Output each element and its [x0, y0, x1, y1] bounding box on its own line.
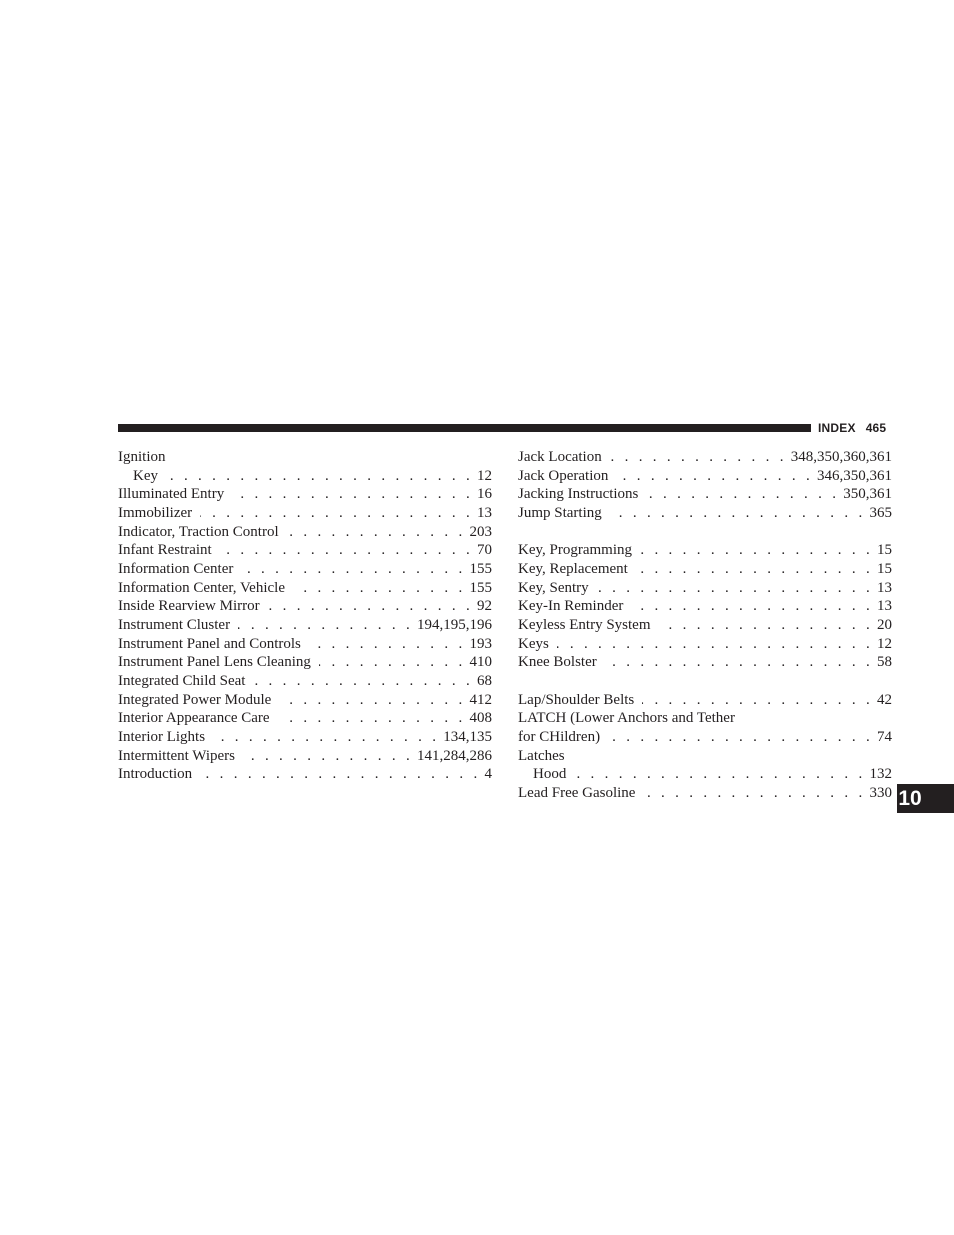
dot-leader	[610, 448, 787, 467]
running-header	[818, 420, 886, 436]
index-page-ref: 408	[469, 710, 492, 727]
index-page-ref: 193	[469, 635, 492, 652]
chapter-tab	[897, 784, 954, 813]
index-term: Interior Lights	[118, 728, 206, 745]
index-entry	[518, 579, 892, 598]
dot-leader	[631, 597, 873, 616]
index-term: Integrated Power Module	[118, 691, 272, 708]
index-entry	[518, 597, 892, 616]
dot-leader	[636, 560, 873, 579]
index-term: Jack Operation	[518, 467, 609, 484]
index-page-ref: 15	[877, 542, 892, 559]
index-entry	[518, 691, 892, 710]
dot-leader	[213, 728, 439, 747]
index-term: Jack Location	[518, 449, 602, 465]
index-page-ref: 132	[869, 766, 892, 783]
index-term: Key, Replacement	[518, 560, 628, 577]
dot-leader	[597, 579, 873, 598]
dot-leader	[319, 653, 466, 672]
dot-leader	[278, 709, 466, 728]
index-page-ref: 141,284,286	[417, 747, 492, 764]
index-page-ref: 92	[477, 598, 492, 615]
index-page-ref: 15	[877, 560, 892, 577]
index-term: for CHildren)	[518, 728, 601, 745]
index-page-ref: 155	[469, 560, 492, 577]
index-entry	[518, 504, 892, 523]
dot-leader	[608, 728, 873, 747]
index-page-ref: 42	[877, 691, 892, 708]
dot-leader	[200, 765, 480, 784]
index-page-ref: 16	[477, 486, 492, 503]
index-term: Indicator, Traction Control	[118, 523, 279, 540]
index-term: Information Center	[118, 560, 234, 577]
dot-leader	[243, 747, 413, 766]
index-entry	[118, 597, 492, 616]
index-entry	[518, 635, 892, 654]
page-number: 465	[865, 421, 887, 435]
index-page-ref: 350,361	[843, 486, 892, 503]
dot-leader	[253, 672, 473, 691]
index-term: Keyless Entry System	[518, 616, 651, 633]
dot-leader	[640, 541, 873, 560]
index-page-ref: 365	[869, 504, 892, 521]
index-entry	[118, 728, 492, 747]
index-entry	[118, 504, 492, 523]
index-page-ref: 330	[869, 784, 892, 801]
index-page-ref: 20	[877, 616, 892, 633]
dot-leader	[643, 784, 865, 803]
index-entry	[518, 765, 892, 784]
index-page-ref: 348,350,360,361	[790, 449, 892, 465]
index-entry	[118, 691, 492, 710]
index-term: Instrument Panel and Controls	[118, 635, 301, 652]
index-term: Instrument Panel Lens Cleaning	[118, 654, 311, 671]
index-entry	[118, 765, 492, 784]
index-term: Hood	[533, 766, 567, 783]
index-page-ref: 74	[877, 728, 892, 745]
index-entry	[118, 579, 492, 598]
index-page-ref: 346,350,361	[817, 467, 892, 484]
dot-leader	[166, 467, 473, 486]
index-column-right	[518, 448, 892, 802]
index-entry	[118, 747, 492, 766]
index-term: Instrument Cluster	[118, 616, 231, 633]
index-entry	[118, 616, 492, 635]
index-term: Infant Restraint	[118, 542, 212, 559]
index-entry	[518, 728, 892, 747]
index-term: Keys	[518, 635, 549, 652]
index-term: Information Center, Vehicle	[118, 579, 285, 596]
index-page-ref: 412	[469, 691, 492, 708]
dot-leader	[241, 560, 465, 579]
dot-leader	[220, 541, 473, 560]
index-term: Key, Sentry	[518, 579, 589, 596]
index-page-ref: 194,195,196	[417, 616, 492, 633]
dot-leader	[238, 616, 413, 635]
index-entry	[518, 747, 892, 766]
dot-leader	[557, 635, 873, 654]
index-term: Integrated Child Seat	[118, 672, 246, 689]
index-entry	[518, 653, 892, 672]
dot-leader	[232, 485, 473, 504]
index-page-ref: 134,135	[443, 728, 492, 745]
dot-leader	[309, 635, 466, 654]
index-page-ref: 13	[877, 579, 892, 596]
index-entry	[118, 467, 492, 486]
index-term: LATCH (Lower Anchors and Tether	[518, 710, 735, 727]
index-entry	[118, 635, 492, 654]
index-entry	[118, 541, 492, 560]
index-term: Key	[133, 467, 158, 484]
dot-leader	[200, 504, 473, 523]
dot-leader	[293, 579, 466, 598]
index-term: Inside Rearview Mirror	[118, 598, 260, 615]
index-page-ref: 12	[877, 635, 892, 652]
index-page-ref: 13	[477, 504, 492, 521]
index-column-left	[118, 448, 492, 784]
index-page-ref: 155	[469, 579, 492, 596]
index-term: Illuminated Entry	[118, 486, 225, 503]
index-entry	[518, 485, 892, 504]
index-term: Introduction	[118, 766, 193, 783]
index-page-ref: 68	[477, 672, 492, 689]
index-term: Intermittent Wipers	[118, 747, 236, 764]
dot-leader	[279, 691, 465, 710]
index-term: Knee Bolster	[518, 654, 597, 671]
index-spacer	[518, 523, 892, 542]
index-entry	[518, 467, 892, 486]
index-page-ref: 13	[877, 598, 892, 615]
dot-leader	[287, 523, 466, 542]
index-term: Ignition	[118, 449, 166, 465]
dot-leader	[642, 691, 873, 710]
index-entry	[118, 709, 492, 728]
index-term: Key-In Reminder	[518, 598, 624, 615]
index-page-ref: 58	[877, 654, 892, 671]
index-page-ref: 203	[469, 523, 492, 540]
chapter-number: 10	[898, 787, 922, 810]
index-entry	[118, 485, 492, 504]
index-page-ref: 410	[469, 654, 492, 671]
index-entry	[518, 560, 892, 579]
index-spacer	[518, 672, 892, 691]
index-entry	[518, 709, 892, 728]
index-entry	[518, 541, 892, 560]
dot-leader	[574, 765, 865, 784]
index-entry	[118, 523, 492, 542]
index-term: Immobilizer	[118, 504, 193, 521]
section-title: INDEX	[818, 421, 856, 435]
index-entry	[518, 616, 892, 635]
dot-leader	[605, 653, 873, 672]
index-entry	[118, 653, 492, 672]
index-entry	[118, 448, 492, 467]
index-entry	[518, 784, 892, 803]
index-term: Latches	[518, 747, 565, 764]
index-term: Lap/Shoulder Belts	[518, 691, 635, 708]
index-entry	[118, 560, 492, 579]
dot-leader	[610, 504, 866, 523]
index-page-ref: 12	[477, 467, 492, 484]
index-page-ref: 70	[477, 542, 492, 559]
index-page-ref: 4	[484, 766, 492, 783]
index-entry	[118, 672, 492, 691]
header-rule	[118, 424, 811, 432]
index-term: Interior Appearance Care	[118, 710, 270, 727]
index-term: Lead Free Gasoline	[518, 784, 636, 801]
index-term: Jacking Instructions	[518, 486, 639, 503]
dot-leader	[616, 467, 813, 486]
index-entry	[518, 448, 892, 467]
dot-leader	[659, 616, 874, 635]
dot-leader	[268, 597, 473, 616]
index-term: Jump Starting	[518, 504, 602, 521]
index-term: Key, Programming	[518, 542, 633, 559]
dot-leader	[646, 485, 839, 504]
